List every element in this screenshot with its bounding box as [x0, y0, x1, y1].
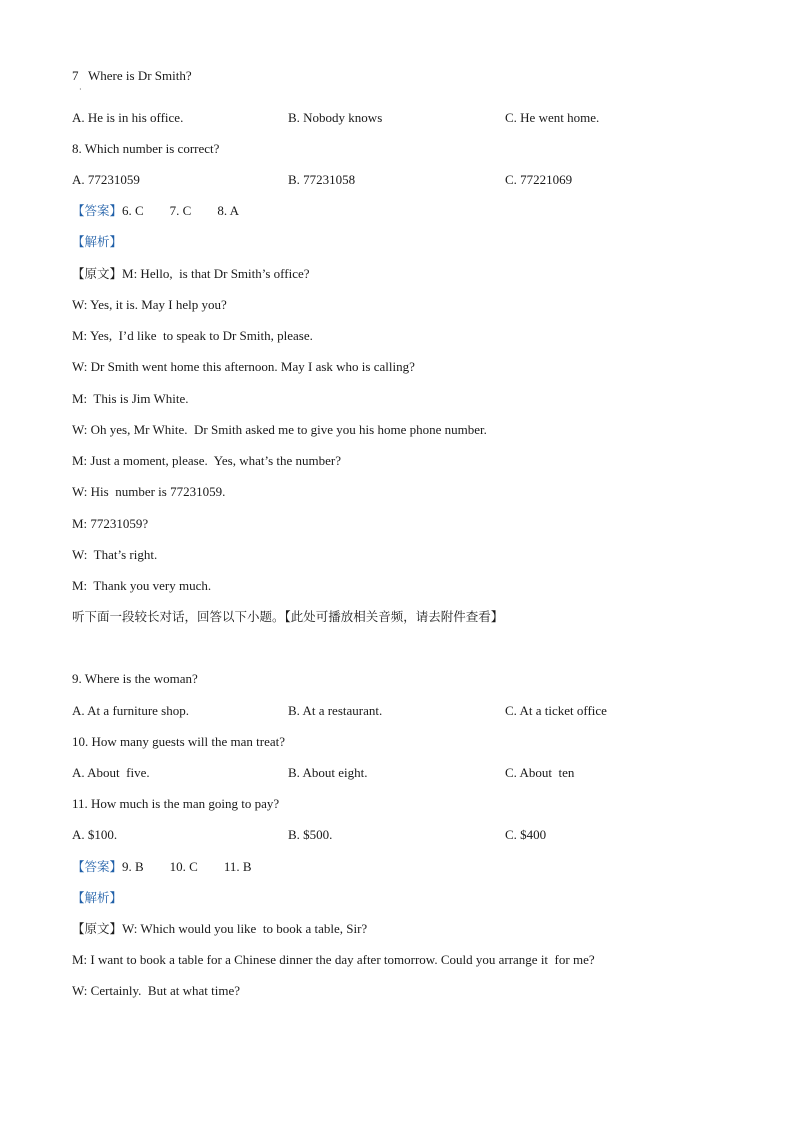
q8-option-b: B. 77231058: [288, 172, 356, 187]
q9-option-a: A. At a furniture shop.: [72, 703, 189, 718]
transcript-line: W: Yes, it is. May I help you?: [72, 297, 227, 312]
stray-dot-mark: ·: [79, 85, 82, 94]
transcript-line: M: Yes, I’d like to speak to Dr Smith, please.: [72, 328, 313, 343]
transcript-tag: 【原文】: [72, 266, 123, 281]
transcript-line: W: Which would you like to book a table, Sir?: [122, 921, 368, 936]
transcript-line: M: 77231059?: [72, 516, 149, 531]
q11-option-c: C. $400: [505, 827, 547, 842]
transcript-line: M: Thank you very much.: [72, 578, 212, 593]
transcript-line: W: Oh yes, Mr White. Dr Smith asked me to give you his home phone number.: [72, 422, 487, 437]
q9-option-b: B. At a restaurant.: [288, 703, 383, 718]
q11-option-b: B. $500.: [288, 827, 333, 842]
transcript-line: W: Dr Smith went home this afternoon. May I ask who is calling?: [72, 359, 415, 374]
answer-values: 6. C 7. C 8. A: [122, 203, 240, 218]
analysis-tag-2: 【解析】: [72, 890, 123, 905]
answer-line-2: [72, 859, 252, 875]
q11-option-a: A. $100.: [72, 827, 118, 842]
q7-option-a: A. He is in his office.: [72, 110, 184, 125]
listening-instruction: 听下面一段较长对话，回答以下小题。【此处可播放相关音频，请去附件查看】: [72, 609, 504, 624]
q7-option-b: B. Nobody knows: [288, 110, 383, 125]
q10-option-a: A. About five.: [72, 765, 150, 780]
q10-option-b: B. About eight.: [288, 765, 368, 780]
question-11: 11. How much is the man going to pay?: [72, 796, 280, 811]
transcript-tag: 【原文】: [72, 921, 123, 936]
q9-option-c: C. At a ticket office: [505, 703, 607, 718]
q10-option-c: C. About ten: [505, 765, 575, 780]
transcript-first-line-1: [72, 266, 310, 282]
transcript-line: M: Hello, is that Dr Smith’s office?: [122, 266, 310, 281]
answer-tag: 【答案】: [72, 859, 123, 874]
question-7: 7 Where is Dr Smith?: [72, 68, 192, 83]
answer-values: 9. B 10. C 11. B: [122, 859, 252, 874]
transcript-line: M: Just a moment, please. Yes, what’s the number?: [72, 453, 341, 468]
question-9: 9. Where is the woman?: [72, 671, 198, 686]
answer-tag: 【答案】: [72, 203, 123, 218]
transcript-line: W: His number is 77231059.: [72, 484, 226, 499]
transcript-line: W: Certainly. But at what time?: [72, 983, 240, 998]
answer-line-1: [72, 203, 239, 219]
transcript-line: M: This is Jim White.: [72, 391, 189, 406]
q7-option-c: C. He went home.: [505, 110, 600, 125]
transcript-first-line-2: [72, 921, 367, 937]
transcript-line: M: I want to book a table for a Chinese dinner the day after tomorrow. Could you arrange it for me?: [72, 952, 595, 967]
question-10: 10. How many guests will the man treat?: [72, 734, 286, 749]
question-8: 8. Which number is correct?: [72, 141, 220, 156]
transcript-line: W: That’s right.: [72, 547, 158, 562]
q8-option-c: C. 77221069: [505, 172, 573, 187]
analysis-tag-1: 【解析】: [72, 234, 123, 249]
q8-option-a: A. 77231059: [72, 172, 140, 187]
